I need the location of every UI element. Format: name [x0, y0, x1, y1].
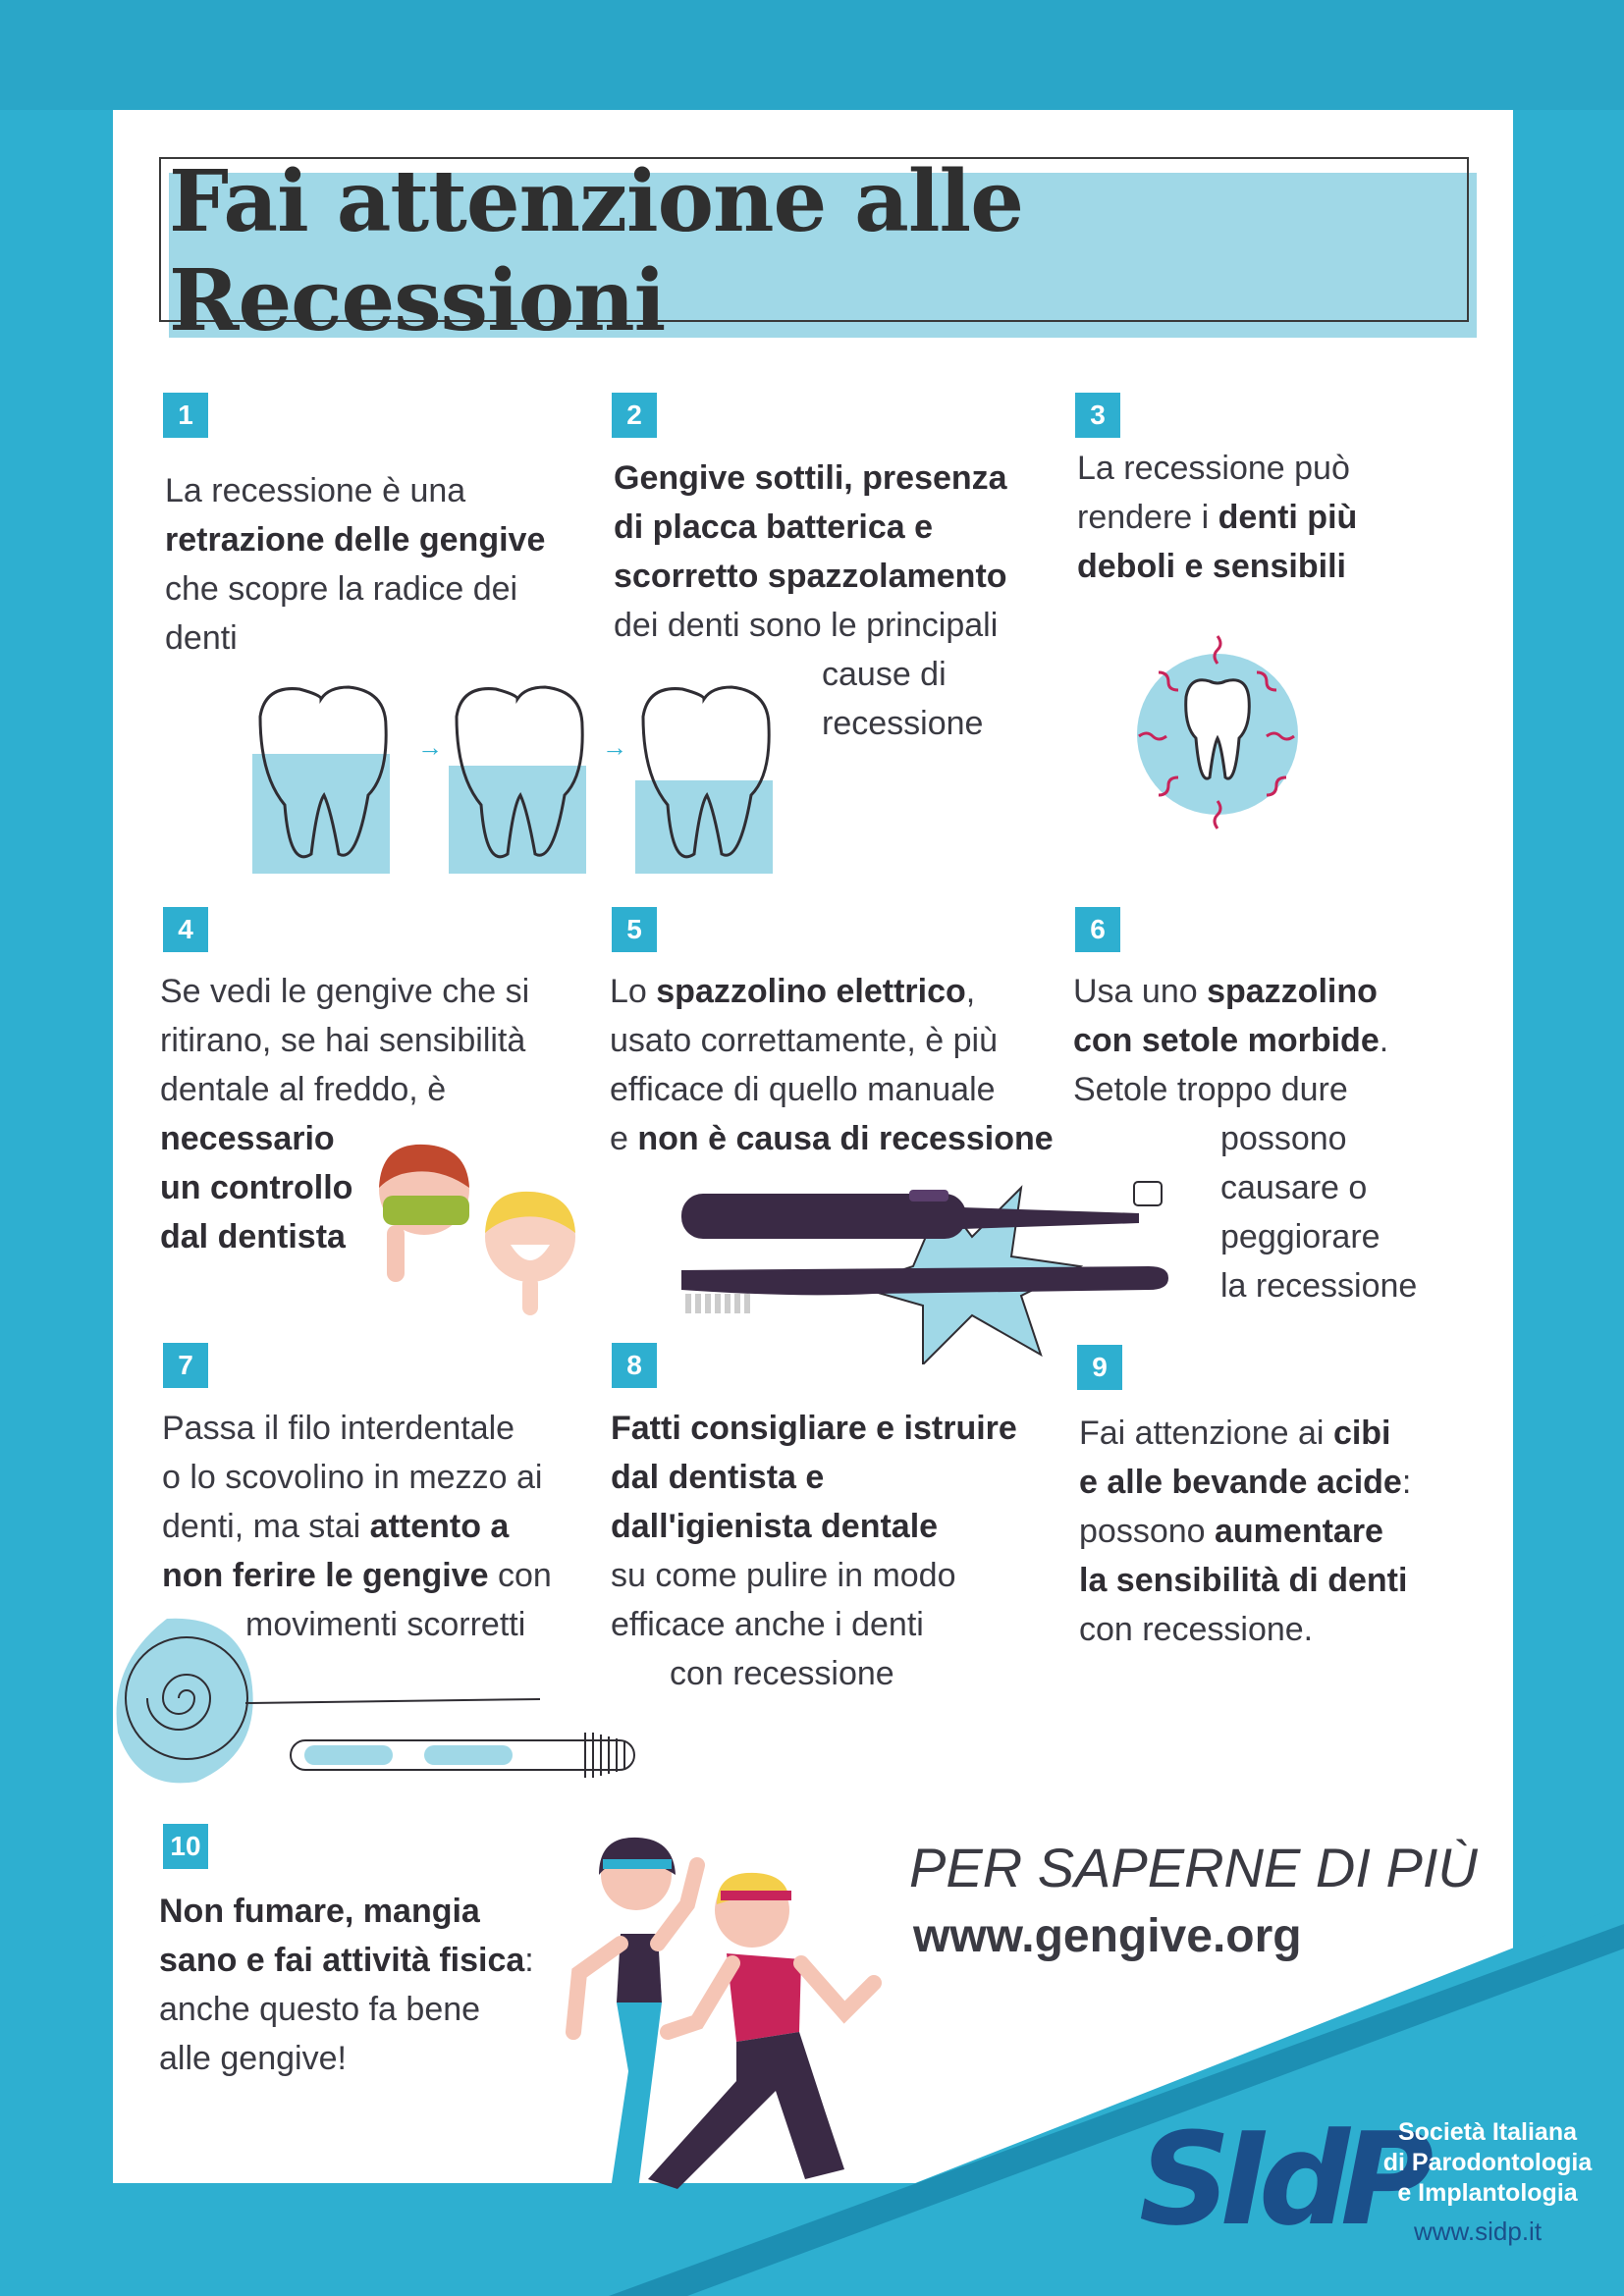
text: cause di [822, 656, 947, 693]
text-line [165, 614, 587, 663]
text-line [159, 1936, 571, 1985]
interdental-brush-icon [291, 1733, 634, 1778]
bold-text: cibi [1332, 1415, 1391, 1452]
step-number-7: 7 [163, 1343, 208, 1388]
text: recessione [822, 705, 984, 742]
step-number-5: 5 [612, 907, 657, 952]
text: La recessione è una [165, 472, 466, 509]
text: su come pulire in modo [611, 1557, 956, 1594]
toothbrush-illustration [677, 1168, 1178, 1364]
tooth-icon [252, 687, 390, 874]
more-info-url[interactable]: www.gengive.org [913, 1910, 1302, 1962]
bold-text: dal dentista e [611, 1459, 825, 1496]
text: possono [1079, 1513, 1215, 1550]
text: efficace di quello manuale [610, 1071, 996, 1108]
text: Usa uno [1073, 973, 1208, 1010]
text-line [160, 1016, 582, 1065]
text-line [1079, 1605, 1472, 1654]
text-line [160, 1065, 582, 1114]
dentist-illustration [373, 1139, 579, 1315]
text-line [162, 1404, 594, 1453]
more-info-heading: PER SAPERNE DI PIÙ [909, 1837, 1478, 1898]
sidp-name-line: di Parodontologia [1382, 2149, 1593, 2176]
bold-text: non è causa di recessione [637, 1120, 1054, 1157]
text-line [611, 1551, 1043, 1600]
text: o lo scovolino in mezzo ai [162, 1459, 543, 1496]
text-line [162, 1551, 594, 1600]
text: con recessione. [1079, 1611, 1314, 1648]
woman-runner-icon [573, 1838, 697, 2189]
sensitive-tooth-illustration [1119, 628, 1316, 834]
patient-icon [485, 1192, 575, 1315]
text-line [162, 1502, 594, 1551]
sidp-name-line: e Implantologia [1397, 2179, 1578, 2207]
sidp-name [1375, 2117, 1600, 2209]
text-line [1073, 1114, 1466, 1163]
step-number-6: 6 [1075, 907, 1120, 952]
text-line [162, 1453, 594, 1502]
tooth-icon [449, 687, 586, 874]
text-line [614, 552, 1046, 601]
text: rendere i [1077, 499, 1218, 536]
text-line [610, 967, 1061, 1016]
runners-illustration [560, 1836, 884, 2189]
text: Se vedi le gengive che si [160, 973, 530, 1010]
step-number-2: 2 [612, 393, 657, 438]
text-line [610, 1016, 1061, 1065]
electric-toothbrush-icon [681, 1182, 1162, 1239]
bold-text: Non fumare, mangia [159, 1893, 480, 1930]
bold-text: scorretto spazzolamento [614, 558, 1007, 595]
floss-illustration [108, 1615, 668, 1791]
text: ritirano, se hai sensibilità [160, 1022, 526, 1059]
text: . [1379, 1022, 1389, 1059]
bold-text: la sensibilità di denti [1079, 1562, 1408, 1599]
text-line [165, 515, 587, 564]
text-line [614, 454, 1046, 503]
bold-text: non ferire le gengive [162, 1557, 489, 1594]
step-text-3 [1077, 444, 1401, 591]
text: possono [1220, 1120, 1347, 1157]
text: la recessione [1220, 1267, 1418, 1305]
text: con [488, 1557, 552, 1594]
bold-text: spazzolino elettrico [656, 973, 966, 1010]
step-number-10: 10 [163, 1824, 208, 1869]
text-line [1079, 1556, 1472, 1605]
bold-text: di placca batterica e [614, 508, 934, 546]
text-line [165, 564, 587, 614]
step-text-10 [159, 1887, 571, 2083]
step-number-1: 1 [163, 393, 208, 438]
text-line [610, 1065, 1061, 1114]
text: che scopre la radice dei [165, 570, 518, 608]
text: , [965, 973, 976, 1010]
dentist-icon [379, 1145, 469, 1282]
sidp-url[interactable]: www.sidp.it [1414, 2216, 1543, 2246]
text-line [1079, 1458, 1472, 1507]
text: : [524, 1942, 534, 1979]
text-line [610, 1114, 1061, 1163]
step-number-3: 3 [1075, 393, 1120, 438]
text: e [610, 1120, 638, 1157]
text: Fai attenzione ai [1079, 1415, 1333, 1452]
text: usato correttamente, è più [610, 1022, 999, 1059]
tooth-icon [635, 687, 773, 874]
bold-text: con setole morbide [1073, 1022, 1380, 1059]
bold-text: spazzolino [1207, 973, 1378, 1010]
text: La recessione può [1077, 450, 1350, 487]
text-line [165, 466, 587, 515]
text: dentale al freddo, è [160, 1071, 447, 1108]
text: Setole troppo dure [1073, 1071, 1348, 1108]
bold-text: sano e fai attività fisica [159, 1942, 525, 1979]
text: denti [165, 619, 238, 657]
step-text-5 [610, 967, 1061, 1163]
text-line [1079, 1507, 1472, 1556]
text-line [1077, 444, 1401, 493]
text-line [160, 967, 582, 1016]
step-text-1 [165, 466, 587, 663]
step-text-7 [162, 1404, 594, 1649]
text-line [159, 1985, 571, 2034]
bold-text: deboli e sensibili [1077, 548, 1346, 585]
text: : [1401, 1464, 1412, 1501]
bold-text: attento a [369, 1508, 510, 1545]
bold-text: retrazione delle gengive [165, 521, 546, 559]
step-number-9: 9 [1077, 1345, 1122, 1390]
step-number-8: 8 [612, 1343, 657, 1388]
text: alle gengive! [159, 2040, 347, 2077]
step-number-4: 4 [163, 907, 208, 952]
text-line [611, 1649, 1043, 1698]
text-line [1077, 542, 1401, 591]
text-line [611, 1600, 1043, 1649]
text: denti, ma stai [162, 1508, 370, 1545]
text: efficace anche i denti [611, 1606, 924, 1643]
arrow-icon: → [417, 732, 443, 762]
step-text-9 [1079, 1409, 1472, 1654]
text: con recessione [670, 1655, 894, 1692]
text: Passa il filo interdentale [162, 1410, 515, 1447]
page-title: Fai attenzione alle Recessioni [169, 152, 1023, 350]
text-line [1073, 1016, 1466, 1065]
sidp-logo: SIdP [1139, 2105, 1425, 2254]
text: Lo [610, 973, 657, 1010]
bold-text: e alle bevande acide [1079, 1464, 1402, 1501]
bold-text: un controllo [160, 1169, 353, 1206]
text-line [159, 2034, 571, 2083]
text: anche questo fa bene [159, 1991, 481, 2028]
sidp-name-line: Società Italiana [1397, 2118, 1578, 2146]
bold-text: aumentare [1215, 1513, 1383, 1550]
text-line [1073, 1065, 1466, 1114]
arrow-icon: → [602, 732, 627, 762]
text-line [611, 1404, 1043, 1453]
text-line [611, 1453, 1043, 1502]
text-line [1077, 493, 1401, 542]
bold-text: Fatti consigliare e istruire [611, 1410, 1017, 1447]
bold-text: Gengive sottili, presenza [614, 459, 1007, 497]
text: causare o [1220, 1169, 1368, 1206]
tooth-recession-illustration [241, 677, 790, 874]
bold-text: necessario [160, 1120, 335, 1157]
text-line [159, 1887, 571, 1936]
bold-text: denti più [1218, 499, 1358, 536]
bold-text: dall'igienista dentale [611, 1508, 939, 1545]
text-line [611, 1502, 1043, 1551]
text: movimenti scorretti [245, 1606, 526, 1643]
text-line [614, 503, 1046, 552]
text-line [1073, 967, 1466, 1016]
bold-text: dal dentista [160, 1218, 346, 1255]
text-line [1079, 1409, 1472, 1458]
text: peggiorare [1220, 1218, 1380, 1255]
step-text-8 [611, 1404, 1043, 1698]
text: dei denti sono le principali [614, 607, 999, 644]
text-line [614, 601, 1046, 650]
